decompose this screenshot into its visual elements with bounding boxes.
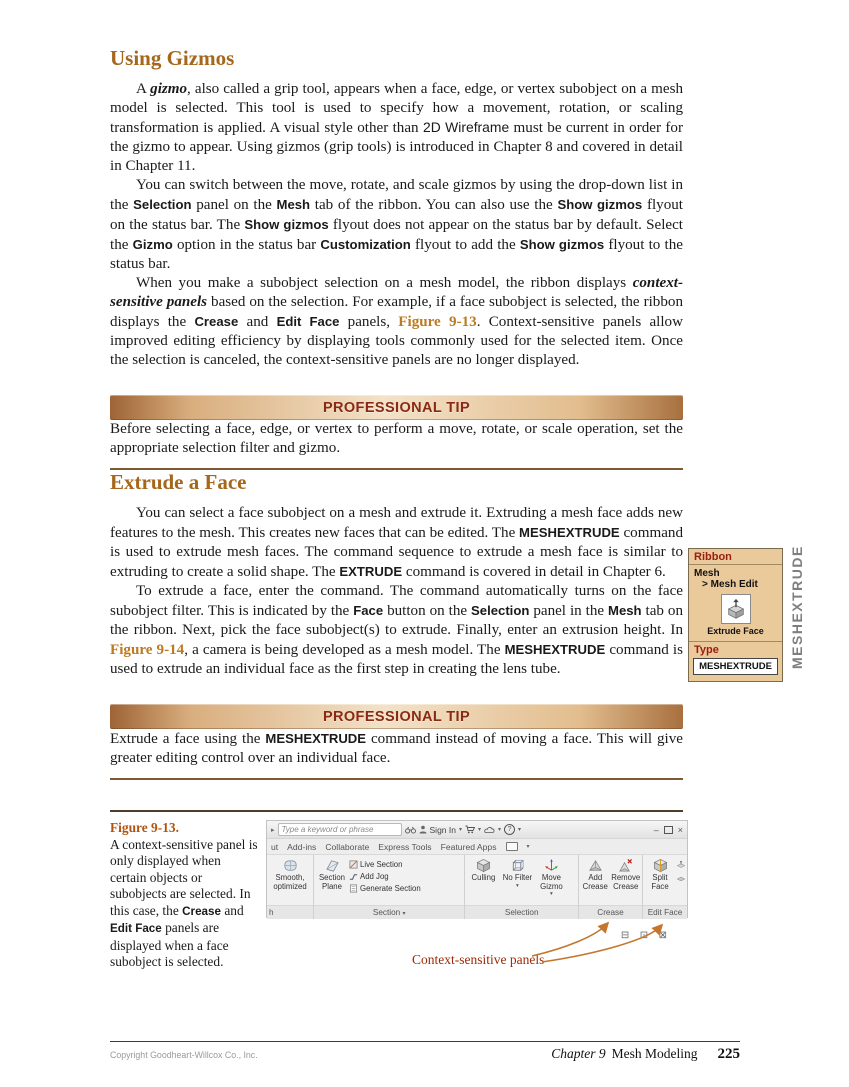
button-label: Smooth, optimized xyxy=(273,873,307,891)
close-button[interactable]: × xyxy=(677,824,683,835)
button-label: Move Gizmo xyxy=(540,873,563,891)
live-section-icon xyxy=(349,860,358,869)
tab-output-cut[interactable]: ut xyxy=(271,841,279,852)
tip-text: Extrude a face using the MESHEXTRUDE command instead of moving a face. This will give greater editing control over an individual face. xyxy=(110,731,683,766)
button-label: Add Crease xyxy=(582,873,608,891)
move-gizmo-axes-icon xyxy=(544,858,559,873)
merge-face-small-icon[interactable] xyxy=(676,873,686,885)
cloud-360-icon[interactable] xyxy=(484,826,495,834)
add-jog-button[interactable] xyxy=(349,871,421,882)
drawing-window-controls[interactable]: ⊟ ⊡ ⊠ xyxy=(620,930,671,941)
ribbon xyxy=(267,855,687,919)
chevron-down-icon: ▾ xyxy=(402,911,406,917)
generate-section-button[interactable] xyxy=(349,883,421,894)
extrude-face-icon xyxy=(725,598,747,620)
professional-tip-label: PROFESSIONAL TIP xyxy=(322,399,471,416)
paragraph: A gizmo, also called a grip tool, appears when a face, edge, or vertex subobject on a mesh model is selected. This tool is used to specify how a movement, rotation, or scaling transformation is applied. A visual style other than 2D Wireframe must be current in order for the gizmo to appear. Using gizmos (grip tools) is introduced in Chapter 8 and covered in detail in Chapter 11. xyxy=(110,81,683,174)
command-name: MESHEXTRUDE xyxy=(693,658,778,675)
type-label: Type xyxy=(694,644,719,656)
paragraph: To extrude a face, enter the command. The command automatically turns on the face subobject filter. This is indicated by the Face button on the Selection panel in the Mesh tab on the ribbon. Next, pick the face subobject(s) to extrude. Finally, enter an extrusion height. In Figure 9-14, a camera is being developed as a mesh model. The MESHEXTRUDE command is used to extrude an individual face as the first step in creating the lens tube. xyxy=(110,583,683,677)
button-label: Add Jog xyxy=(360,872,389,881)
window-controls xyxy=(654,825,683,835)
button-label: Remove Crease xyxy=(611,873,641,891)
annotation-text: Context-sensitive panels xyxy=(412,952,545,967)
paragraph: When you make a subobject selection on a mesh model, the ribbon displays context-sensitive panels based on the selection. For example, if a face subobject is selected, the ribbon displays the Crease and Edit Face panels, Figure 9-13. Context-sensitive panels allow improved editing efficiency by displaying tools commonly used for the selected item. Once the selection is canceled, the context-sensitive panels are no longer displayed. xyxy=(110,275,683,368)
figure-section-divider xyxy=(110,810,683,812)
figure-caption-text: A context-sensitive panel is only displayed when certain objects or subobjects are selected. In this case, the Crease and Edit Face panels are displayed when a face subobject is selected. xyxy=(110,836,258,969)
extrude-face-tool-button xyxy=(721,594,751,624)
panel-label-crease[interactable]: Crease xyxy=(579,905,642,919)
figure-caption xyxy=(110,820,260,1000)
ribbon-path-panel: > Mesh Edit xyxy=(702,579,758,590)
figure-block xyxy=(110,820,683,1000)
chapter-title: Mesh Modeling xyxy=(611,1046,698,1061)
button-label: No Filter xyxy=(502,873,533,882)
autocad-screenshot xyxy=(266,820,688,918)
ribbon-tabs xyxy=(267,839,687,855)
button-label: Culling xyxy=(471,873,496,882)
chapter-number: Chapter 9 xyxy=(551,1046,606,1061)
add-jog-icon xyxy=(349,872,358,881)
culling-cube-icon xyxy=(476,858,491,873)
figure-label: Figure 9-13. xyxy=(110,820,179,835)
chevron-down-icon[interactable]: ▾ xyxy=(458,827,462,833)
minimize-button[interactable]: – xyxy=(653,824,659,835)
button-label: Section Plane xyxy=(318,873,345,891)
split-face-button[interactable] xyxy=(644,857,676,891)
remove-crease-button[interactable] xyxy=(611,857,642,891)
generate-section-icon xyxy=(349,884,358,893)
live-section-button[interactable] xyxy=(349,859,421,870)
margin-command-tab: MESHEXTRUDE xyxy=(789,545,805,669)
section-heading-extrude-a-face: Extrude a Face xyxy=(110,470,247,494)
ribbon-panel-section xyxy=(314,855,465,919)
move-gizmo-button[interactable] xyxy=(534,857,568,897)
ribbon-reference-title: Ribbon xyxy=(689,549,782,565)
exchange-cart-icon[interactable] xyxy=(465,825,475,834)
chevron-down-icon: ▾ xyxy=(516,882,519,889)
main-column xyxy=(110,46,683,1000)
section-plane-icon xyxy=(325,858,340,873)
professional-tip-label: PROFESSIONAL TIP xyxy=(322,708,471,725)
smooth-object-icon xyxy=(283,858,298,873)
ribbon-panel-edit-face xyxy=(643,855,687,919)
culling-button[interactable] xyxy=(466,857,500,883)
no-filter-button[interactable] xyxy=(500,857,534,889)
panel-label-selection[interactable]: Selection xyxy=(465,905,578,919)
workspace-icon[interactable] xyxy=(506,842,518,851)
ribbon-path-tab: Mesh xyxy=(694,568,720,579)
panel-label-section[interactable] xyxy=(314,905,464,919)
add-crease-button[interactable] xyxy=(580,857,611,891)
split-face-icon xyxy=(653,858,668,873)
sign-in-button[interactable]: Sign In xyxy=(429,824,456,835)
help-icon[interactable]: ? xyxy=(504,824,515,835)
panel-label-text: Section xyxy=(372,908,401,917)
binoculars-search-icon[interactable] xyxy=(405,826,416,834)
tip-text: Before selecting a face, edge, or vertex to perform a move, rotate, or scale operation, set the appropriate selection filter and gizmo. xyxy=(110,421,683,456)
tab-add-ins[interactable]: Add-ins xyxy=(287,841,317,852)
tab-featured-apps[interactable]: Featured Apps xyxy=(440,841,497,852)
wireframe-cube-icon xyxy=(510,858,525,873)
copyright-text: Copyright Goodheart-Willcox Co., Inc. xyxy=(110,1050,258,1060)
section-tools-stack xyxy=(349,857,421,894)
footer-right xyxy=(551,1046,740,1063)
button-label: Split Face xyxy=(651,873,669,891)
user-icon xyxy=(419,825,427,834)
search-input[interactable]: Type a keyword or phrase xyxy=(278,823,402,836)
cut-off-tools xyxy=(676,857,686,885)
restore-button[interactable] xyxy=(664,826,673,834)
section-plane-button[interactable] xyxy=(315,857,349,891)
tool-name: Extrude Face xyxy=(707,626,764,636)
page-footer xyxy=(110,1041,740,1063)
chevron-down-icon[interactable]: ▾ xyxy=(498,827,502,833)
chevron-down-icon[interactable]: ▾ xyxy=(518,827,522,833)
extrude-face-small-icon[interactable] xyxy=(676,859,686,871)
button-label: Generate Section xyxy=(360,884,421,893)
ribbon-panel-crease xyxy=(579,855,643,919)
tab-collaborate[interactable]: Collaborate xyxy=(325,841,370,852)
panel-label-edit-face[interactable]: Edit Face xyxy=(643,905,687,919)
panel-label-mesh[interactable]: h xyxy=(267,905,313,919)
paragraph: You can select a face subobject on a mesh and extrude it. Extruding a mesh face adds new features to the mesh. This creates new faces that can be edited. The MESHEXTRUDE command is used to extrude mesh faces. The command sequence to extrude a mesh face is similar to extruding to create a solid shape. The EXTRUDE command is covered in detail in Chapter 6. xyxy=(110,505,683,580)
title-bar xyxy=(267,821,687,839)
button-label: Live Section xyxy=(360,860,403,869)
ribbon-reference-box xyxy=(688,548,783,682)
add-crease-icon xyxy=(588,858,603,873)
chevron-down-icon[interactable]: ▾ xyxy=(526,844,530,850)
section-heading-using-gizmos: Using Gizmos xyxy=(110,46,235,70)
expand-arrow-icon[interactable]: ▸ xyxy=(271,826,275,834)
ribbon-panel-mesh xyxy=(267,855,314,919)
ribbon-panel-selection xyxy=(465,855,579,919)
remove-crease-icon xyxy=(618,858,633,873)
figure-area xyxy=(266,820,683,1000)
page-number: 225 xyxy=(717,1046,740,1062)
smooth-optimized-button[interactable] xyxy=(268,857,312,891)
professional-tip-banner xyxy=(110,395,683,420)
chevron-down-icon[interactable]: ▾ xyxy=(478,827,482,833)
tab-express-tools[interactable]: Express Tools xyxy=(378,841,432,852)
tip-divider xyxy=(110,778,683,780)
professional-tip-banner xyxy=(110,704,683,729)
chevron-down-icon: ▾ xyxy=(550,891,553,898)
paragraph: You can switch between the move, rotate, and scale gizmos by using the drop-down list in the Selection panel on the Mesh tab of the ribbon. You can also use the Show gizmos flyout on the status bar. The Show gizmos flyout does not appear on the status bar by default. Select the Gizmo option in the status bar Customization flyout to add the Show gizmos flyout to the status bar. xyxy=(110,177,684,272)
